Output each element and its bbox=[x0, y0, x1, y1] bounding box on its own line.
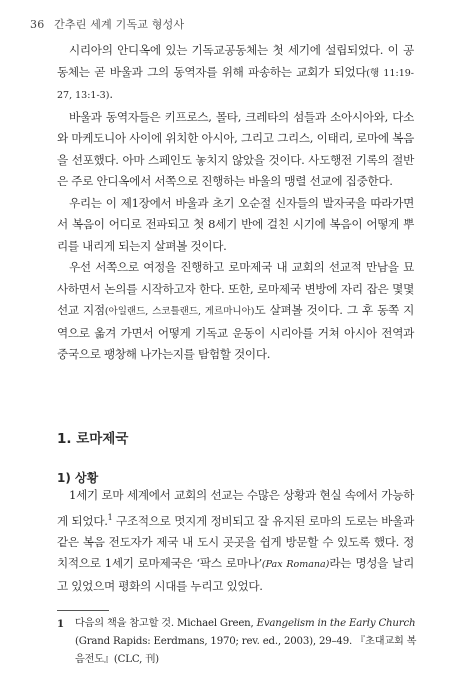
pax-romana-term: (Pax Romana) bbox=[261, 559, 330, 571]
paragraph-context bbox=[57, 485, 414, 597]
mission-places: (아일랜드, 스코틀랜드, 게르마니아) bbox=[104, 306, 255, 317]
footnote-number: 1 bbox=[57, 618, 64, 630]
subsection-heading: 1) 상황 bbox=[57, 471, 99, 485]
running-title: 간추린 세계 기독교 형성사 bbox=[54, 18, 185, 31]
footnote-divider bbox=[57, 610, 109, 611]
paragraph-2: 바울과 동역자들은 키프로스, 몰타, 크레타의 섬들과 소아시아와, 다소와 마케도니아 사이에 위치한 아시아, 그리고 그리스, 이태리, 로마에 복음을 선포했다. 아마 스페인도 놓치지 않았을 것이다. 사도행전 기록의 절반은 주로 안디옥에서 서쪽으로 진행하는 바울의 맹렬 선교에 집중한다. bbox=[57, 109, 414, 188]
footnote-marker: 1 bbox=[107, 512, 113, 522]
scripture-reference: (행 11:19-27, 13:1-3) bbox=[57, 67, 415, 101]
running-header bbox=[30, 16, 184, 32]
paragraph-1 bbox=[57, 40, 414, 107]
footnote-text-b: (Grand Rapids: Eerdmans, 1970; rev. ed., 2003), 29–49. 『초대교회 복음전도』(CLC, 刊) bbox=[75, 636, 417, 665]
section-heading: 1. 로마제국 bbox=[57, 431, 129, 447]
footnote-text-a: 다음의 책을 참고할 것. Michael Green, bbox=[75, 618, 257, 629]
context-text-a: 1세기 로마 세계에서 교회의 선교는 수많은 상황과 현실 속에서 가능하게 되었다. bbox=[57, 488, 414, 528]
paragraph-3: 우리는 이 제1장에서 바울과 초기 오순절 신자들의 발자국을 따라가면서 복음이 어디로 전파되고 첫 8세기 반에 걸친 시기에 복음이 어떻게 뿌리를 내리게 되는지 살펴볼 것이다. bbox=[57, 195, 414, 253]
intro-text bbox=[57, 40, 414, 366]
paragraph-1-end: . bbox=[109, 87, 113, 101]
footnote-book-title: Evangelism in the Early Church bbox=[256, 618, 416, 629]
footnote bbox=[57, 615, 417, 669]
context-text bbox=[57, 485, 414, 597]
context-text-b: 구조적으로 멋지게 정비되고 잘 유지된 로마의 도로는 바울과 같은 복음 전도자가 제국 내 도시 곳곳을 쉽게 방문할 수 있도록 했다. 정치적으로 1세기 로마제국은 ‘팍스 로마나’ bbox=[57, 513, 414, 571]
context-text-c: 라는 명성을 날리고 있었으며 평화의 시대를 누리고 있었다. bbox=[57, 556, 414, 593]
paragraph-4 bbox=[57, 257, 414, 366]
footnote-text bbox=[75, 615, 417, 669]
paragraph-4-text-b: 도 살펴볼 것이다. 그 후 동쪽 지역으로 옮겨 가면서 어떻게 기독교 운동이 시리아를 거쳐 아시아 전역과 중국으로 팽창해 나가는지를 탐험할 것이다. bbox=[57, 303, 414, 361]
page-number: 36 bbox=[30, 18, 45, 31]
paragraph-1-text: 시리아의 안디옥에 있는 기독교공동체는 첫 세기에 설립되었다. 이 공동체는 곧 바울과 그의 동역자를 위해 파송하는 교회가 되었다 bbox=[57, 43, 414, 79]
paragraph-4-text-a: 우선 서쪽으로 여정을 진행하고 로마제국 내 교회의 선교적 만남을 묘사하면서 논의를 시작하고자 한다. 또한, 로마제국 변방에 자리 잡은 몇몇 선교 지점 bbox=[57, 260, 414, 317]
